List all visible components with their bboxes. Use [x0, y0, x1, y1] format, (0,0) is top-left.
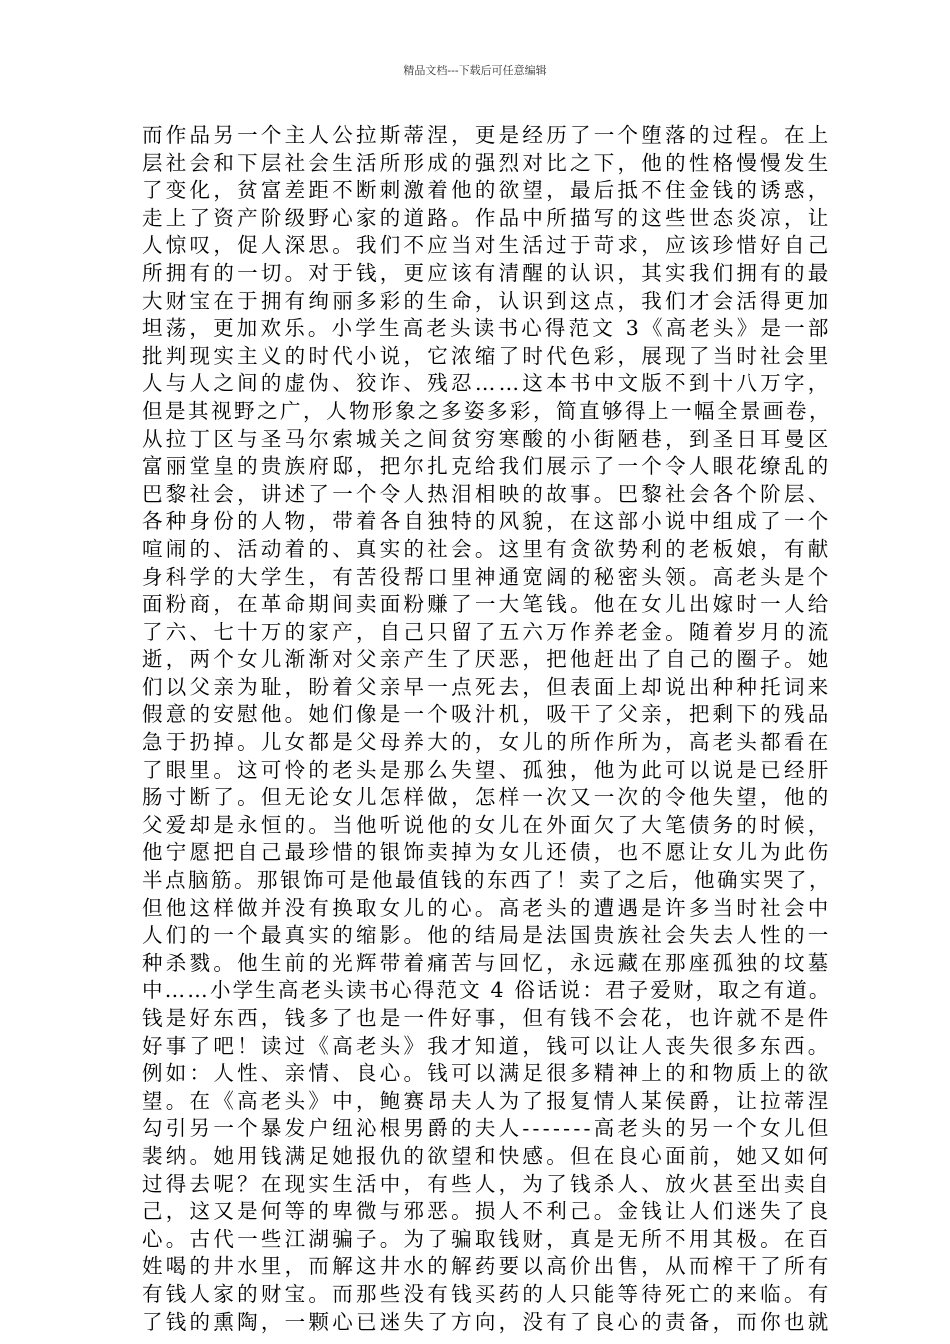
text-line: 姓喝的井水里，而解这井水的解药要以高价出售，从而榨干了所有	[142, 1254, 832, 1279]
page-header: 精品文档---下载后可任意编辑	[403, 64, 547, 77]
text-line: 有钱人家的财宝。而那些没有钱买药的人只能等待死亡的来临。有	[142, 1281, 832, 1306]
text-line: 人与人之间的虚伪、狡诈、残忍……这本书中文版不到十八万字，	[142, 371, 832, 396]
text-line: 层社会和下层社会生活所形成的强烈对比之下，他的性格慢慢发生	[142, 150, 832, 175]
text-line: 人们的一个最真实的缩影。他的结局是法国贵族社会失去人性的一	[142, 923, 832, 948]
text-line: 面粉商，在革命期间卖面粉赚了一大笔钱。他在女儿出嫁时一人给	[142, 592, 832, 617]
text-line: 喧闹的、活动着的、真实的社会。这里有贪欲势利的老板娘，有献	[142, 536, 832, 561]
text-line: 各种身份的人物，带着各自独特的风貌，在这部小说中组成了一个	[142, 509, 832, 534]
text-line: 勾引另一个暴发户纽沁根男爵的夫人-------高老头的另一个女儿但	[142, 1116, 832, 1141]
text-line: 中……小学生高老头读书心得范文 4 俗话说：君子爱财，取之有道。	[142, 978, 832, 1003]
text-line: 例如：人性、亲情、良心。钱可以满足很多精神上的和物质上的欲	[142, 1061, 832, 1086]
text-line: 人惊叹，促人深思。我们不应当对生活过于苛求，应该珍惜好自己	[142, 233, 832, 258]
text-line: 望。在《高老头》中，鲍赛昂夫人为了报复情人某侯爵，让拉蒂涅	[142, 1088, 832, 1113]
text-line: 己，这又是何等的卑微与邪恶。损人不利己。金钱让人们迷失了良	[142, 1199, 832, 1224]
text-line: 富丽堂皇的贵族府邸，把尔扎克给我们展示了一个令人眼花缭乱的	[142, 454, 832, 479]
text-line: 裴纳。她用钱满足她报仇的欲望和快感。但在良心面前，她又如何	[142, 1143, 832, 1168]
text-line: 他宁愿把自己最珍惜的银饰卖掉为女儿还债，也不愿让女儿为此伤	[142, 840, 832, 865]
text-line: 父爱却是永恒的。当他听说他的女儿在外面欠了大笔债务的时候，	[142, 812, 832, 837]
text-line: 过得去呢？在现实生活中，有些人，为了钱杀人、放火甚至出卖自	[142, 1171, 832, 1196]
body-text	[142, 122, 832, 1336]
text-line: 急于扔掉。儿女都是父母养大的，女儿的所作所为，高老头都看在	[142, 730, 832, 755]
text-line: 巴黎社会，讲述了一个令人热泪相映的故事。巴黎社会各个阶层、	[142, 481, 832, 506]
text-line: 大财宝在于拥有绚丽多彩的生命，认识到这点，我们才会活得更加	[142, 288, 832, 313]
text-line: 但是其视野之广，人物形象之多姿多彩，简直够得上一幅全景画卷，	[142, 398, 832, 423]
text-line: 但他这样做并没有换取女儿的心。高老头的遭遇是许多当时社会中	[142, 895, 832, 920]
text-line: 钱是好东西，钱多了也是一件好事，但有钱不会花，也许就不是件	[142, 1006, 832, 1030]
text-line: 半点脑筋。那银饰可是他最值钱的东西了！卖了之后，他确实哭了，	[142, 868, 832, 893]
text-line: 了六、七十万的家产，自己只留了五六万作养老金。随着岁月的流	[142, 619, 832, 644]
text-line: 坦荡，更加欢乐。小学生高老头读书心得范文 3《高老头》是一部	[142, 316, 832, 341]
text-line: 了钱的熏陶，一颗心已迷失了方向，没有了良心的责备，而你也就	[142, 1309, 832, 1334]
text-line: 走上了资产阶级野心家的道路。作品中所描写的这些世态炎凉，让	[142, 205, 832, 230]
text-line: 们以父亲为耻，盼着父亲早一点死去，但表面上却说出种种托词来	[142, 674, 832, 699]
text-line: 假意的安慰他。她们像是一个吸汁机，吸干了父亲，把剩下的残品	[142, 702, 832, 727]
text-line: 所拥有的一切。对于钱，更应该有清醒的认识，其实我们拥有的最	[142, 260, 832, 285]
text-line: 好事了吧！读过《高老头》我才知道，钱可以让人丧失很多东西。	[142, 1033, 832, 1058]
text-line: 肠寸断了。但无论女儿怎样做，怎样一次又一次的令他失望，他的	[142, 785, 832, 810]
text-line: 而作品另一个主人公拉斯蒂涅，更是经历了一个堕落的过程。在上	[142, 123, 832, 147]
text-line: 从拉丁区与圣马尔索城关之间贫穷寒酸的小街陋巷，到圣日耳曼区	[142, 426, 832, 451]
text-line: 批判现实主义的时代小说，它浓缩了时代色彩，展现了当时社会里	[142, 343, 832, 368]
text-line: 了眼里。这可怜的老头是那么失望、孤独，他为此可以说是已经肝	[142, 757, 832, 782]
text-line: 了变化，贫富差距不断刺激着他的欲望，最后抵不住金钱的诱惑，	[142, 178, 832, 203]
text-line: 种杀戮。他生前的光辉带着痛苦与回忆，永远藏在那座孤独的坟墓	[142, 950, 832, 975]
text-line: 心。古代一些江湖骗子。为了骗取钱财，真是无所不用其极。在百	[142, 1226, 832, 1251]
text-line: 身科学的大学生，有苦役帮口里神通宽阔的秘密头领。高老头是个	[142, 564, 832, 589]
text-line: 逝，两个女儿渐渐对父亲产生了厌恶，把他赶出了自己的圈子。她	[142, 647, 832, 672]
